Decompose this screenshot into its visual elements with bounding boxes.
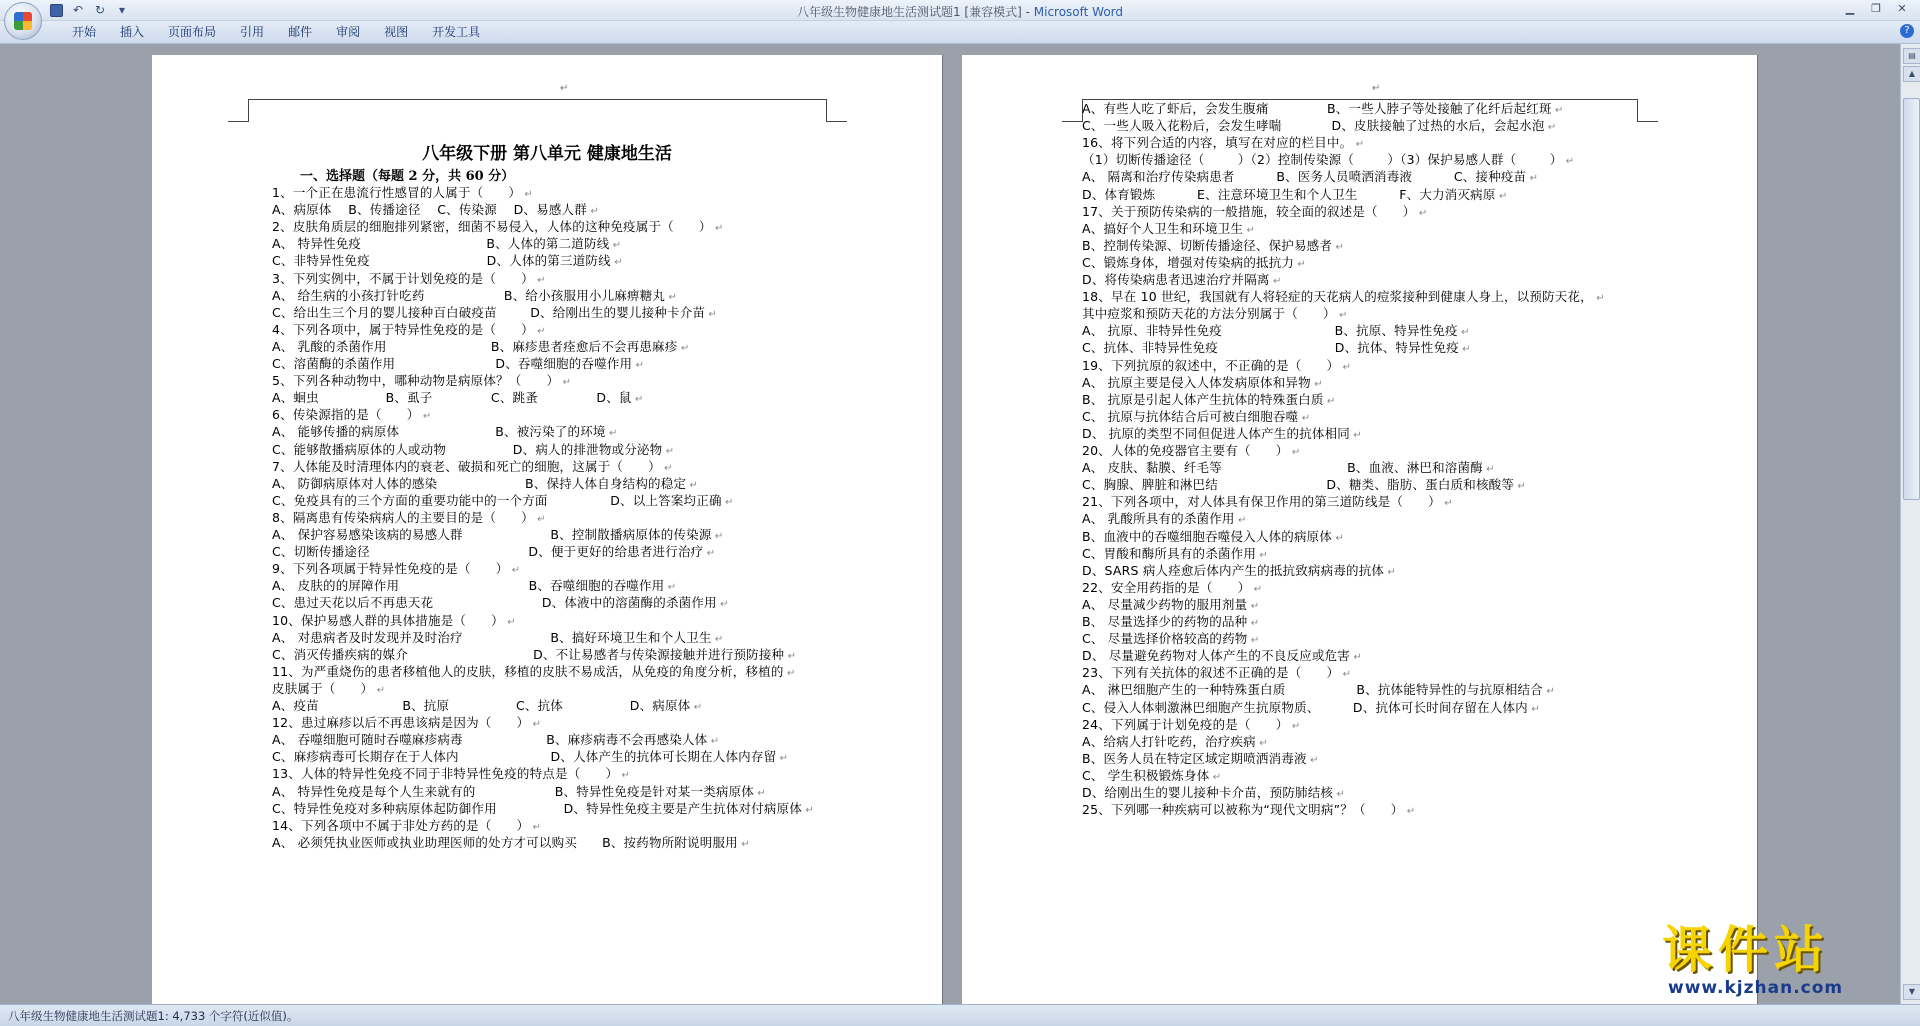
document-title: 八年级生物健康地生活测试题1 [兼容模式] - [796, 5, 1034, 19]
paragraph-mark: ↵ [1592, 293, 1605, 305]
text-line-content: A、搞好个人卫生和环境卫生 [1082, 220, 1244, 236]
text-line-content: 22、安全用药指的是（ ） [1082, 579, 1251, 595]
document-workspace [0, 44, 1900, 1004]
redo-icon[interactable]: ↻ [94, 3, 106, 17]
text-line[interactable] [1082, 580, 1262, 598]
text-line[interactable] [1082, 529, 1344, 547]
window-title [0, 3, 1920, 20]
text-line-content: 17、关于预防传染病的一般措施，较全面的叙述是（ ） [1082, 203, 1416, 219]
paragraph-mark: ↵ [1527, 703, 1540, 715]
text-line-content: 皮肤属于（ ） [272, 680, 374, 696]
text-line-content: A、 特异性免疫 B、人体的第二道防线 [272, 236, 610, 252]
paragraph-mark: ↵ [1350, 429, 1362, 441]
text-line[interactable] [1082, 255, 1306, 273]
paragraph-mark: ↵ [1482, 464, 1495, 476]
text-line-content: C、非特异性免疫 D、人体的第三道防线 [272, 253, 611, 269]
text-line-content: C、患过天花以后不再患天花 D、体液中的溶菌酶的杀菌作用 [272, 595, 717, 611]
text-line-content: 14、下列各项中不属于非处方药的是（ ） [272, 817, 530, 833]
vertical-scrollbar[interactable] [1900, 44, 1920, 1004]
text-line-content: C、 抗原与抗体结合后可被白细胞吞噬 [1082, 408, 1299, 424]
text-line[interactable] [1082, 135, 1364, 153]
text-line-content: C、能够散播病原体的人或动物 D、病人的排泄物或分泌物 [272, 441, 663, 457]
paragraph-mark: ↵ [1256, 549, 1268, 561]
text-line[interactable] [272, 339, 689, 357]
text-line-content: B、 尽量选择少的药物的品种 [1082, 614, 1248, 629]
text-line[interactable] [272, 236, 621, 254]
minimize-icon[interactable]: ▁ [1845, 2, 1855, 15]
text-line-content: C、 尽量选择价格较高的药物 [1082, 631, 1248, 647]
text-line[interactable] [1082, 460, 1495, 478]
text-line[interactable] [1082, 717, 1300, 735]
paragraph-mark: ↵ [703, 548, 716, 560]
text-line[interactable] [1082, 221, 1255, 239]
text-line[interactable] [272, 664, 796, 682]
page-left[interactable] [152, 55, 942, 1004]
text-line-content: A、 给生病的小孩打针吃药 B、给小孩服用小儿麻痹糖丸 [272, 287, 666, 303]
header-corner-right-mark [1637, 121, 1658, 122]
text-line-content: B、 抗原是引起人体产生抗体的特殊蛋白质 [1082, 391, 1324, 407]
text-line[interactable] [1082, 272, 1282, 290]
text-line[interactable] [1082, 785, 1345, 803]
text-line[interactable] [1082, 375, 1323, 393]
paragraph-mark: ↵ [711, 633, 724, 645]
paragraph-mark: ↵ [705, 308, 718, 320]
paragraph-mark: ↵ [1333, 789, 1346, 800]
text-line-content: C、麻疹病毒可长期存在于人体内 D、人体产生的抗体可长期在人体内存留 [272, 749, 777, 765]
text-line[interactable] [272, 766, 630, 784]
text-line-content: 13、人体的特异性免疫不同于非特异性免疫的特点是（ ） [272, 766, 619, 782]
paragraph-mark: ↵ [373, 684, 386, 696]
text-line[interactable] [272, 288, 677, 306]
text-line-content: A、 淋巴细胞产生的一种特殊蛋白质 B、抗体能特异性的与抗原相结合 [1082, 682, 1543, 698]
text-line-content: A、 皮肤的的屏障作用 B、吞噬细胞的吞噬作用 [272, 578, 665, 594]
paragraph-mark: ↵ [1372, 83, 1381, 94]
text-line-content: A、 必须凭执业医师或执业助理医师的处方才可以购买 B、按药物所附说明服用 [272, 834, 738, 850]
watermark-logo [1662, 922, 1912, 1004]
header-corner-right-mark [826, 121, 847, 122]
text-line[interactable] [272, 459, 673, 477]
paragraph-mark: ↵ [1294, 258, 1307, 270]
paragraph-mark: ↵ [1298, 412, 1311, 424]
text-line-content: 12、患过麻疹以后不再患该病是因为（ ） [272, 715, 530, 731]
paragraph-mark: ↵ [783, 667, 796, 679]
paragraph-mark: ↵ [664, 582, 677, 594]
text-line[interactable] [272, 271, 546, 289]
text-line-content: 23、下列有关抗体的叙述不正确的是（ ） [1082, 665, 1340, 681]
text-line[interactable] [1082, 563, 1396, 581]
tab-view[interactable]: 视图 [384, 25, 409, 39]
text-line[interactable] [272, 322, 546, 340]
text-line-content: 8、隔离患有传染病病人的主要目的是（ ） [272, 509, 534, 525]
text-line-content: C、溶菌酶的杀菌作用 D、吞噬细胞的吞噬作用 [272, 356, 633, 371]
paragraph-mark: ↵ [1415, 207, 1428, 219]
paragraph-mark: ↵ [1562, 156, 1575, 168]
text-line-content: B、血液中的吞噬细胞吞噬侵入人体的病原体 [1082, 528, 1333, 544]
text-line[interactable] [272, 561, 520, 579]
text-line[interactable] [272, 476, 698, 494]
text-line-content: A、蛔虫 B、虱子 C、跳蚤 D、鼠 [272, 390, 632, 406]
header-corner-left-mark [1062, 121, 1083, 122]
text-line[interactable] [1082, 340, 1471, 358]
paragraph-mark: ↵ [1350, 652, 1362, 664]
text-line[interactable] [1082, 802, 1415, 820]
text-line-content: A、病原体 B、传播途径 C、传染源 D、易感人群 [272, 202, 587, 218]
paragraph-mark: ↵ [1288, 720, 1301, 732]
text-line[interactable] [1082, 187, 1508, 205]
text-line-content: C、胸腺、脾脏和淋巴结 D、糖类、脂肪、蛋白质和核酸等 [1082, 477, 1515, 493]
text-line-content: D、给刚出生的婴儿接种卡介苗，预防肺结核 [1082, 785, 1334, 800]
text-line[interactable] [1082, 665, 1351, 683]
text-line-content: A、 对患病者及时发现并及时治疗 B、搞好环境卫生和个人卫生 [272, 629, 712, 645]
text-line-content: A、 皮肤、黏膜、纤毛等 B、血液、淋巴和溶菌酶 [1082, 460, 1483, 476]
paragraph-mark: ↵ [560, 83, 569, 94]
paragraph-mark: ↵ [1209, 771, 1222, 783]
text-line[interactable] [1082, 768, 1221, 786]
paragraph-mark: ↵ [1403, 806, 1416, 818]
paragraph-mark: ↵ [533, 325, 546, 337]
paragraph-mark: ↵ [716, 599, 729, 611]
paragraph-mark: ↵ [1339, 669, 1352, 681]
text-line-content: C、侵入人体刺激淋巴细胞产生抗原物质、 D、抗体可长时间存留在人体内 [1082, 699, 1528, 715]
paragraph-mark: ↵ [521, 189, 534, 200]
text-line-content: 2、皮肤角质层的细胞排列紧密，细菌不易侵入，人体的这种免疫属于（ ） [272, 219, 712, 235]
text-line[interactable] [272, 715, 541, 733]
tab-mailings[interactable]: 邮件 [288, 25, 313, 39]
text-line[interactable] [272, 544, 715, 562]
text-line-content: D、 抗原的类型不同但促进人体产生的抗体相同 [1082, 425, 1350, 441]
text-line[interactable] [272, 424, 618, 442]
paragraph-mark: ↵ [618, 770, 631, 782]
text-line[interactable] [1082, 734, 1268, 752]
text-line[interactable] [1082, 700, 1540, 718]
paragraph-mark: ↵ [776, 753, 789, 765]
paragraph-mark: ↵ [1310, 378, 1323, 390]
paragraph-mark: ↵ [686, 479, 699, 491]
header-line [1082, 99, 1637, 100]
paragraph-mark: ↵ [1269, 276, 1282, 287]
text-line[interactable] [272, 698, 702, 716]
text-line-content: A、 防御病原体对人体的感染 B、保持人体自身结构的稳定 [272, 475, 687, 491]
text-line-content: A、 抗原主要是侵入人体发病原体和异物 [1082, 374, 1311, 390]
watermark-text: 课件站 [1662, 921, 1830, 979]
text-line-content: C、给出生三个月的婴儿接种百白破疫苗 D、给刚出生的婴儿接种卡介苗 [272, 304, 706, 320]
paragraph-mark: ↵ [1384, 566, 1397, 578]
paragraph-mark: ↵ [1250, 583, 1263, 595]
text-line-content: 20、人体的免疫器官主要有（ ） [1082, 443, 1289, 458]
text-line-content: 3、下列实例中，不属于计划免疫的是（ ） [272, 270, 534, 286]
tab-developer[interactable]: 开发工具 [432, 25, 481, 39]
text-line[interactable] [272, 527, 724, 545]
text-line[interactable] [272, 630, 724, 648]
paragraph-mark: ↵ [1495, 190, 1508, 202]
text-line-content: C、一些人吸入花粉后，会发生哮喘 D、皮肤接触了过热的水后，会起水泡 [1082, 118, 1545, 134]
text-line-content: D、 尽量避免药物对人体产生的不良反应或危害 [1082, 648, 1350, 664]
text-line-content: A、给病人打针吃药，治疗疾病 [1082, 733, 1256, 749]
text-line[interactable] [1082, 546, 1268, 564]
scroll-up-icon[interactable]: ▲ [1903, 66, 1920, 82]
tab-page-layout[interactable]: 页面布局 [168, 25, 217, 39]
text-line-content: A、 能够传播的病原体 B、被污染了的环境 [272, 424, 606, 440]
paragraph-mark: ↵ [754, 787, 766, 799]
paragraph-mark: ↵ [662, 445, 675, 457]
text-line-content: 21、下列各项中，对人体具有保卫作用的第三道防线是（ ） [1082, 494, 1441, 510]
text-line-content: 11、为严重烧伤的患者移植他人的皮肤，移植的皮肤不易成活，从免疫的角度分析，移植的 [272, 663, 784, 679]
paragraph-mark: ↵ [1335, 310, 1348, 322]
text-line[interactable] [1082, 682, 1555, 700]
paragraph-mark: ↵ [559, 377, 572, 389]
paragraph-mark: ↵ [1544, 122, 1557, 134]
help-icon[interactable]: ? [1900, 24, 1914, 38]
text-line-content: C、锻炼身体，增强对传染病的抵抗力 [1082, 254, 1295, 270]
text-line[interactable] [272, 305, 717, 323]
tab-home[interactable]: 开始 [72, 25, 97, 39]
paragraph-mark: ↵ [529, 821, 542, 833]
text-line[interactable] [272, 732, 719, 750]
text-line-content: D、体育锻炼 E、注意环境卫生和个人卫生 F、大力消灭病原 [1082, 186, 1496, 202]
paragraph-mark: ↵ [1458, 344, 1471, 356]
text-line[interactable] [1082, 631, 1259, 649]
paragraph-mark: ↵ [631, 394, 644, 406]
paragraph-mark: ↵ [802, 804, 814, 816]
text-line[interactable] [272, 185, 533, 203]
text-line[interactable] [272, 681, 385, 699]
text-line[interactable] [1082, 597, 1259, 615]
ruler-toggle-icon[interactable]: ▤ [1903, 48, 1920, 64]
header-line [248, 99, 826, 100]
paragraph-mark: ↵ [784, 650, 797, 662]
paragraph-mark: ↵ [711, 531, 724, 542]
text-line[interactable] [1082, 152, 1574, 170]
title-bar [0, 0, 1920, 21]
tab-references[interactable]: 引用 [240, 25, 265, 39]
text-line[interactable] [1082, 238, 1344, 256]
paragraph-mark: ↵ [1352, 139, 1365, 151]
text-line[interactable] [1082, 101, 1564, 119]
paragraph-mark: ↵ [1339, 361, 1352, 373]
page-right[interactable] [962, 55, 1757, 1004]
text-line-content: A、 乳酸的杀菌作用 B、麻疹患者痊愈后不会再患麻疹 [272, 338, 678, 354]
paragraph-mark: ↵ [1247, 600, 1260, 612]
text-line[interactable] [1082, 392, 1336, 410]
text-line-content: B、医务人员在特定区域定期喷洒消毒液 [1082, 750, 1307, 766]
undo-icon[interactable]: ↶ [72, 3, 84, 17]
paragraph-mark: ↵ [1526, 173, 1539, 185]
text-line[interactable] [272, 647, 796, 665]
paragraph-mark: ↵ [419, 411, 432, 423]
text-line-content: C、 学生积极锻炼身体 [1082, 767, 1210, 783]
header-corner-left-mark [228, 121, 249, 122]
text-line[interactable] [272, 202, 599, 220]
text-line-content: 24、下列属于计划免疫的是（ ） [1082, 716, 1289, 732]
text-line[interactable] [272, 784, 766, 802]
text-line[interactable] [272, 801, 814, 819]
text-line[interactable] [1082, 323, 1470, 341]
text-line-content: C、胃酸和酶所具有的杀菌作用 [1082, 545, 1257, 561]
paragraph-mark: ↵ [1332, 532, 1345, 544]
paragraph-mark: ↵ [1323, 395, 1336, 407]
document-heading[interactable]: 八年级下册 第八单元 健康地生活 [422, 144, 672, 164]
section-heading[interactable]: 一、选择题（每题 2 分，共 60 分） [300, 169, 515, 184]
text-line-content: 19、下列抗原的叙述中，不正确的是（ ） [1082, 357, 1340, 373]
customize-qat-icon[interactable]: ▾ [118, 3, 126, 17]
paragraph-mark: ↵ [1247, 635, 1260, 647]
paragraph-mark: ↵ [1306, 754, 1319, 766]
text-line[interactable] [272, 595, 729, 613]
maximize-icon[interactable]: ❐ [1871, 2, 1881, 15]
paragraph-mark: ↵ [737, 838, 750, 850]
text-line[interactable] [272, 390, 644, 408]
text-line-content: C、切断传播途径 D、便于更好的给患者进行治疗 [272, 544, 704, 560]
paragraph-mark: ↵ [533, 274, 546, 286]
paragraph-mark: ↵ [533, 513, 546, 525]
paragraph-mark: ↵ [1332, 241, 1345, 253]
tab-insert[interactable]: 插入 [120, 25, 145, 39]
paragraph-mark: ↵ [1255, 737, 1268, 749]
text-line-content: 4、下列各项中，属于特异性免疫的是（ ） [272, 321, 534, 337]
paragraph-mark: ↵ [1457, 327, 1470, 339]
paragraph-mark: ↵ [605, 428, 618, 440]
text-line-content: 7、人体能及时清理体内的衰老、破损和死亡的细胞，这属于（ ） [272, 458, 661, 474]
text-line-content: 16、将下列合适的内容，填写在对应的栏目中。 [1082, 135, 1353, 151]
text-line-content: 1、一个正在患流行性感冒的人属于（ ） [272, 185, 522, 200]
text-line[interactable] [1082, 494, 1453, 512]
text-line[interactable] [272, 253, 623, 271]
paragraph-mark: ↵ [721, 496, 734, 508]
text-line[interactable] [272, 749, 788, 767]
text-line[interactable] [272, 356, 644, 374]
text-line[interactable] [1082, 169, 1538, 187]
paragraph-mark: ↵ [1551, 105, 1564, 116]
text-line-content: C、特异性免疫对多种病原体起防御作用 D、特异性免疫主要是产生抗体对付病原体 [272, 800, 803, 816]
status-bar [0, 1004, 1920, 1026]
text-line[interactable] [1082, 118, 1557, 136]
text-line[interactable] [272, 613, 516, 631]
paragraph-mark: ↵ [586, 206, 599, 218]
paragraph-mark: ↵ [690, 702, 703, 713]
text-line-content: 5、下列各种动物中，哪种动物是病原体？（ ） [272, 373, 560, 389]
paragraph-mark: ↵ [707, 736, 720, 748]
text-line[interactable] [1082, 511, 1247, 529]
paragraph-mark: ↵ [632, 360, 645, 371]
text-line[interactable] [1082, 409, 1310, 427]
ribbon [0, 21, 1920, 44]
text-line[interactable] [1082, 443, 1300, 461]
text-line-content: A、 尽量减少药物的服用剂量 [1082, 596, 1248, 612]
paragraph-mark: ↵ [1243, 224, 1256, 236]
text-line[interactable] [1082, 751, 1319, 769]
paragraph-mark: ↵ [1514, 481, 1527, 493]
window-controls [1838, 1, 1914, 17]
paragraph-mark: ↵ [711, 223, 724, 235]
text-line-content: C、抗体、非特异性免疫 D、抗体、特异性免疫 [1082, 340, 1459, 356]
text-line[interactable] [272, 493, 734, 511]
watermark-url: www.kjzhan.com [1668, 978, 1844, 998]
text-line[interactable] [1082, 614, 1259, 632]
paragraph-mark: ↵ [1288, 447, 1301, 458]
text-line-content: A、 隔离和治疗传染病患者 B、医务人员喷洒消毒液 C、接种疫苗 [1082, 169, 1527, 185]
text-line[interactable] [272, 835, 750, 853]
text-line[interactable] [272, 510, 546, 528]
text-line[interactable] [272, 818, 541, 836]
text-line-content: A、有些人吃了虾后，会发生腹痛 B、一些人脖子等处接触了化纤后起红斑 [1082, 101, 1552, 116]
text-line-content: A、疫苗 B、抗原 C、抗体 D、病原体 [272, 698, 691, 713]
text-line-content: A、 特异性免疫是每个人生来就有的 B、特异性免疫是针对某一类病原体 [272, 783, 754, 799]
paragraph-mark: ↵ [610, 257, 623, 269]
text-line-content: C、免疫具有的三个方面的重要功能中的一个方面 D、以上答案均正确 [272, 492, 722, 508]
text-line[interactable] [1082, 648, 1362, 666]
text-line-content: （1）切断传播途径（ ）（2）控制传染源（ ）（3）保护易感人群（ ） [1082, 152, 1563, 168]
text-line[interactable] [272, 219, 724, 237]
text-line[interactable] [272, 442, 674, 460]
text-line-content: 10、保护易感人群的具体措施是（ ） [272, 612, 504, 628]
paragraph-mark: ↵ [609, 240, 622, 252]
text-line[interactable] [1082, 306, 1348, 324]
close-icon[interactable]: ✕ [1897, 2, 1907, 15]
word-count-status[interactable]: 八年级生物健康地生活测试题1: 4,733 个字符(近似值)。 [8, 1009, 299, 1023]
text-line-content: A、 保护容易感染该病的易感人群 B、控制散播病原体的传染源 [272, 527, 712, 542]
text-line-content: B、控制传染源、切断传播途径、保护易感者 [1082, 237, 1333, 253]
text-line[interactable] [1082, 426, 1362, 444]
paragraph-mark: ↵ [1234, 515, 1247, 527]
paragraph-mark: ↵ [660, 462, 673, 474]
text-line-content: 其中痘浆和预防天花的方法分别属于（ ） [1082, 306, 1336, 322]
text-line[interactable] [1082, 358, 1351, 376]
header-corner-right [826, 99, 827, 121]
paragraph-mark: ↵ [665, 291, 678, 303]
text-line-content: 6、传染源指的是（ ） [272, 407, 420, 423]
tab-review[interactable]: 审阅 [336, 25, 361, 39]
scrollbar-thumb[interactable] [1903, 98, 1920, 500]
ribbon-tabs [60, 24, 492, 40]
office-button[interactable] [4, 2, 42, 40]
text-line[interactable] [272, 373, 571, 391]
text-line-content: D、将传染病患者迅速治疗并隔离 [1082, 272, 1270, 287]
paragraph-mark: ↵ [503, 616, 516, 628]
text-line-content: 25、下列哪一种疾病可以被称为“现代文明病”？（ ） [1082, 802, 1404, 818]
text-line[interactable] [1082, 477, 1526, 495]
paragraph-mark: ↵ [508, 565, 521, 577]
text-line-content: A、 吞噬细胞可随时吞噬麻疹病毒 B、麻疹病毒不会再感染人体 [272, 732, 708, 748]
text-line-content: 9、下列各项属于特异性免疫的是（ ） [272, 561, 509, 577]
paragraph-mark: ↵ [1247, 618, 1260, 629]
text-line-content: 18、早在 10 世纪，我国就有人将轻症的天花病人的痘浆接种到健康人身上，以预防天花， [1082, 289, 1593, 305]
text-line[interactable] [1082, 289, 1605, 307]
header-corner-right [1637, 99, 1638, 121]
text-line[interactable] [272, 407, 431, 425]
scroll-down-icon[interactable]: ▼ [1903, 984, 1920, 1000]
paragraph-mark: ↵ [677, 342, 690, 354]
text-line-content: C、消灭传播疾病的媒介 D、不让易感者与传染源接触并进行预防接种 [272, 646, 785, 662]
paragraph-mark: ↵ [529, 719, 542, 731]
text-line[interactable] [1082, 204, 1427, 222]
text-line-content: A、 乳酸所具有的杀菌作用 [1082, 511, 1235, 527]
paragraph-mark: ↵ [1542, 686, 1555, 698]
text-line-content: D、SARS 病人痊愈后体内产生的抵抗致病病毒的抗体 [1082, 562, 1385, 578]
text-line[interactable] [272, 578, 676, 596]
header-corner-left [248, 99, 249, 121]
text-line-content: A、 抗原、非特异性免疫 B、抗原、特异性免疫 [1082, 323, 1458, 339]
app-name: Microsoft Word [1033, 5, 1124, 19]
office-logo-icon [14, 12, 32, 30]
paragraph-mark: ↵ [1440, 498, 1453, 510]
